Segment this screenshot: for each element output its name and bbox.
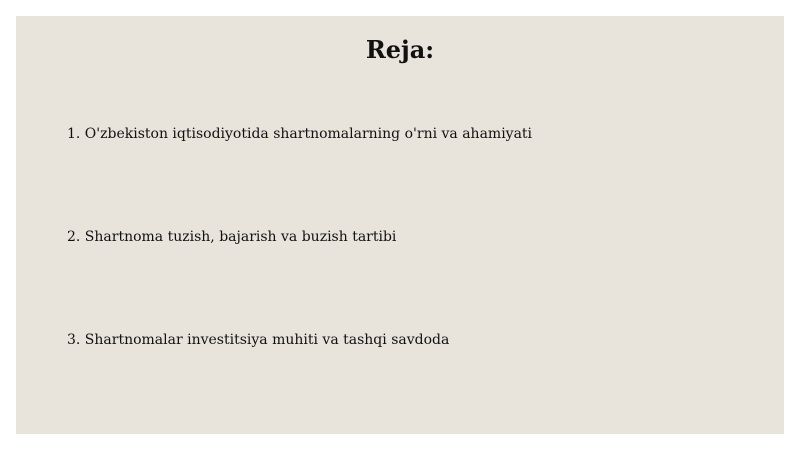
plan-item-3: 3. Shartnomalar investitsiya muhiti va tashqi savdoda xyxy=(67,332,450,348)
slide xyxy=(16,16,784,434)
slide-title: Reja: xyxy=(365,35,435,64)
plan-item-1: 1. O'zbekiston iqtisodiyotida shartnomalarning o'rni va ahamiyati xyxy=(67,126,533,142)
plan-item-2: 2. Shartnoma tuzish, bajarish va buzish tartibi xyxy=(67,229,397,245)
